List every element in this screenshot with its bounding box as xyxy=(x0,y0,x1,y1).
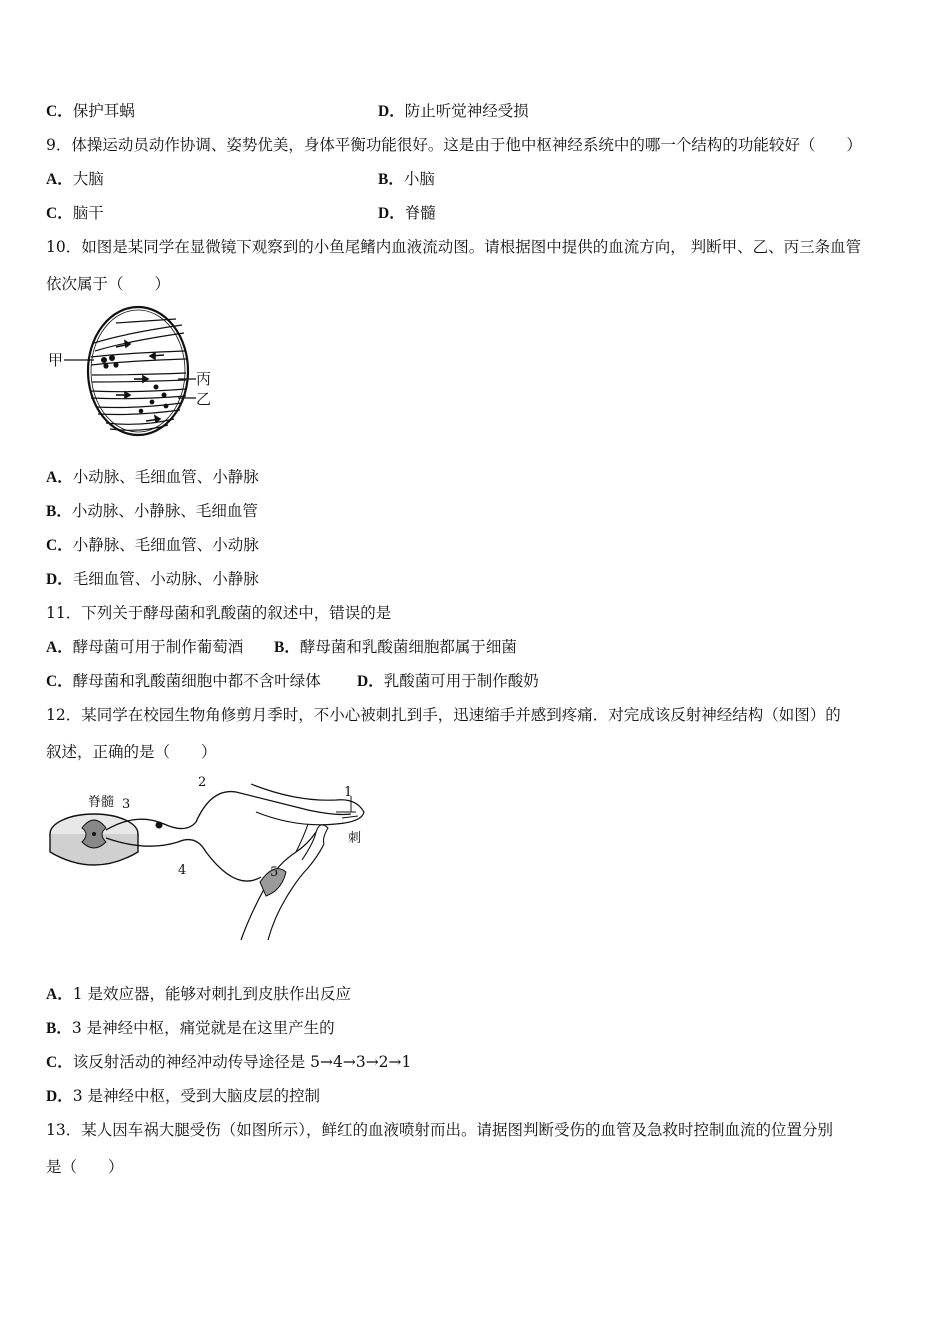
option-label: C． xyxy=(46,205,73,222)
option-label: A． xyxy=(46,986,73,1003)
q9-option-c xyxy=(46,203,104,224)
option-text: 毛细血管、小动脉、小静脉 xyxy=(72,570,259,588)
option-text: 酵母菌和乳酸菌细胞中都不含叶绿体 xyxy=(72,672,321,690)
option-label: B． xyxy=(378,171,404,188)
option-text: 脊髓 xyxy=(404,204,436,222)
label-ci: 刺 xyxy=(348,831,362,846)
option-label: D． xyxy=(46,571,73,588)
q12-option-a xyxy=(46,984,351,1005)
option-label: C． xyxy=(46,537,73,554)
option-label: A． xyxy=(46,171,73,188)
q12-option-d xyxy=(46,1086,320,1107)
option-label: C． xyxy=(46,673,73,690)
option-label: D． xyxy=(357,673,384,690)
q9-option-a xyxy=(46,169,104,190)
label-3: 3 xyxy=(122,797,131,812)
label-yi: 乙 xyxy=(196,390,212,408)
option-text: 3 是神经中枢，受到大脑皮层的控制 xyxy=(72,1087,320,1105)
option-label: B． xyxy=(46,503,72,520)
label-4: 4 xyxy=(178,863,187,878)
q10-stem-line1: 10．如图是某同学在显微镜下观察到的小鱼尾鳍内血液流动图。请根据图中提供的血流方向， 判断甲、乙、丙三条血管 xyxy=(46,238,862,256)
label-jia: 甲 xyxy=(48,351,64,369)
q10-stem-line2: 依次属于（ ） xyxy=(46,275,171,293)
q13-stem-line1: 13．某人因车祸大腿受伤（如图所示），鲜红的血液喷射而出。请据图判断受伤的血管及急救时控制血流的位置分别 xyxy=(46,1121,833,1139)
fish-tail-blood-flow-figure xyxy=(46,303,221,443)
q11-option-c xyxy=(46,671,321,692)
option-label: A． xyxy=(46,469,73,486)
q10-option-d xyxy=(46,569,259,590)
q12-option-c xyxy=(46,1052,411,1073)
q11-stem: 11．下列关于酵母菌和乳酸菌的叙述中，错误的是 xyxy=(46,604,392,622)
q12-stem-line2: 叙述，正确的是（ ） xyxy=(46,743,217,761)
q9-option-b xyxy=(378,169,435,190)
option-text: 该反射活动的神经冲动传导途径是 5→4→3→2→1 xyxy=(72,1053,412,1071)
label-1: 1 xyxy=(344,785,353,800)
q9-option-d xyxy=(378,203,436,224)
q10-option-b xyxy=(46,501,258,522)
option-label: D． xyxy=(46,1088,73,1105)
option-text: 酵母菌和乳酸菌细胞都属于细菌 xyxy=(299,638,517,656)
option-label: B． xyxy=(274,639,300,656)
q12-option-b xyxy=(46,1018,335,1039)
option-label: B． xyxy=(46,1020,72,1037)
option-text: 脑干 xyxy=(72,204,104,222)
q8-option-c xyxy=(46,101,135,122)
option-label: C． xyxy=(46,103,73,120)
q9-stem: 9．体操运动员动作协调、姿势优美，身体平衡功能很好。这是由于他中枢神经系统中的哪一个结构的功能较好（ ） xyxy=(46,136,862,154)
option-text: 小动脉、毛细血管、小静脉 xyxy=(72,468,259,486)
q8-option-d xyxy=(378,101,529,122)
option-text: 小动脉、小静脉、毛细血管 xyxy=(71,502,258,520)
option-text: 乳酸菌可用于制作酸奶 xyxy=(383,672,539,690)
q11-option-b xyxy=(274,637,517,658)
option-text: 防止听觉神经受损 xyxy=(404,102,529,120)
reflex-arc-figure xyxy=(46,772,376,950)
option-text: 酵母菌可用于制作葡萄酒 xyxy=(72,638,244,656)
option-label: D． xyxy=(378,103,405,120)
option-text: 大脑 xyxy=(72,170,104,188)
option-text: 3 是神经中枢，痛觉就是在这里产生的 xyxy=(71,1019,335,1037)
option-label: D． xyxy=(378,205,405,222)
q10-option-a xyxy=(46,467,259,488)
label-5: 5 xyxy=(270,865,279,880)
option-text: 保护耳蜗 xyxy=(72,102,135,120)
label-2: 2 xyxy=(198,775,207,790)
q13-stem-line2: 是（ ） xyxy=(46,1158,124,1176)
q11-option-d xyxy=(357,671,539,692)
option-text: 小静脉、毛细血管、小动脉 xyxy=(72,536,259,554)
q11-option-a xyxy=(46,637,243,658)
q10-option-c xyxy=(46,535,259,556)
label-spinal-cord: 脊髓 xyxy=(88,795,115,810)
label-bing: 丙 xyxy=(196,370,212,388)
option-text: 1 是效应器，能够对刺扎到皮肤作出反应 xyxy=(72,985,351,1003)
q12-stem-line1: 12．某同学在校园生物角修剪月季时，不小心被刺扎到手，迅速缩手并感到疼痛．对完成该反射神经结构（如图）的 xyxy=(46,706,841,724)
option-text: 小脑 xyxy=(403,170,435,188)
option-label: A． xyxy=(46,639,73,656)
option-label: C． xyxy=(46,1054,73,1071)
